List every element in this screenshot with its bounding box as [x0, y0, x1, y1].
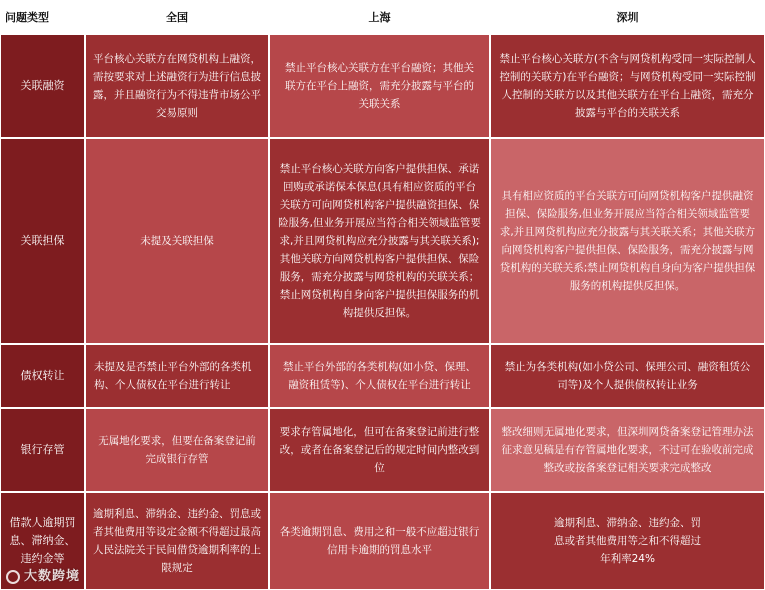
watermark [6, 565, 80, 584]
cell-shenzhen-related-guarantee: 具有相应资质的平台关联方可向网贷机构客户提供融资担保、保险服务,但业务开展应当符合相关领域监管要求,并且网贷机构应充分披露与其关联关系；其他关联方向网贷机构客户提供担保、保险服务，需充分披露与网贷机构的关联关系;禁止网贷机构自身向为客户提供担保服务的机构提供反担保。 [491, 139, 764, 343]
row-type-related-financing: 关联融资 [1, 35, 84, 137]
cell-national-related-guarantee: 未提及关联担保 [86, 139, 268, 343]
cell-shanghai-related-financing: 禁止平台核心关联方在平台融资；其他关联方在平台上融资，需充分披露与平台的关联关系 [270, 35, 489, 137]
header-national: 全国 [86, 1, 268, 33]
header-shanghai: 上海 [270, 1, 489, 33]
cell-national-related-financing: 平台核心关联方在网贷机构上融资，需按要求对上述融资行为进行信息披露，并且融资行为不得违背市场公平交易原则 [86, 35, 268, 137]
row-type-overdue-penalty: 借款人逾期罚息、滞纳金、违约金等 [1, 493, 84, 589]
watermark-text: 大数跨境 [24, 569, 81, 584]
cell-shanghai-overdue-penalty: 各类逾期罚息、费用之和一般不应超过银行信用卡逾期的罚息水平 [270, 493, 489, 589]
row-type-debt-transfer: 债权转让 [1, 345, 84, 407]
cell-shenzhen-bank-custody: 整改细则无属地化要求，但深圳网贷备案登记管理办法征求意见稿是有存管属地化要求，不过可在验收前完成整改或按备案登记相关要求完成整改 [491, 409, 764, 491]
header-shenzhen: 深圳 [491, 1, 764, 33]
cell-national-bank-custody: 无属地化要求，但要在备案登记前完成银行存管 [86, 409, 268, 491]
cell-national-debt-transfer: 未提及是否禁止平台外部的各类机构、个人债权在平台进行转让 [86, 345, 268, 407]
row-type-related-guarantee: 关联担保 [1, 139, 84, 343]
cell-shanghai-bank-custody: 要求存管属地化，但可在备案登记前进行整改，或者在备案登记后的规定时间内整改到位 [270, 409, 489, 491]
watermark-logo-icon [6, 570, 20, 584]
cell-shanghai-related-guarantee: 禁止平台核心关联方向客户提供担保、承诺回购或承诺保本保息(具有相应资质的平台关联方可向网贷机构客户提供融资担保、保险服务,但业务开展应当符合相关领域监管要求,并且网贷机构应充分披露与其关联关系);其他关联方向网贷机构客户提供担保、保险服务，需充分披露与网贷机构的关联关系；禁止网贷机构自身向客户提供担保服务的机构提供反担保。 [270, 139, 489, 343]
cell-national-overdue-penalty: 逾期利息、滞纳金、违约金、罚息或者其他费用等设定金额不得超过最高人民法院关于民间借贷逾期利率的上限规定 [86, 493, 268, 589]
header-type: 问题类型 [1, 1, 84, 33]
row-type-bank-custody: 银行存管 [1, 409, 84, 491]
cell-shenzhen-debt-transfer: 禁止为各类机构(如小贷公司、保理公司、融资租赁公司等)及个人提供债权转让业务 [491, 345, 764, 407]
cell-shenzhen-related-financing: 禁止平台核心关联方(不含与网贷机构受同一实际控制人控制的关联方)在平台融资；与网贷机构受同一实际控制人控制的关联方以及其他关联方在平台上融资，需充分披露与平台的关联关系 [491, 35, 764, 137]
cell-shanghai-debt-transfer: 禁止平台外部的各类机构(如小贷、保理、融资租赁等)、个人债权在平台进行转让 [270, 345, 489, 407]
cell-shenzhen-overdue-penalty: 逾期利息、滞纳金、违约金、罚息或者其他费用等之和不得超过年利率24% [491, 493, 764, 589]
